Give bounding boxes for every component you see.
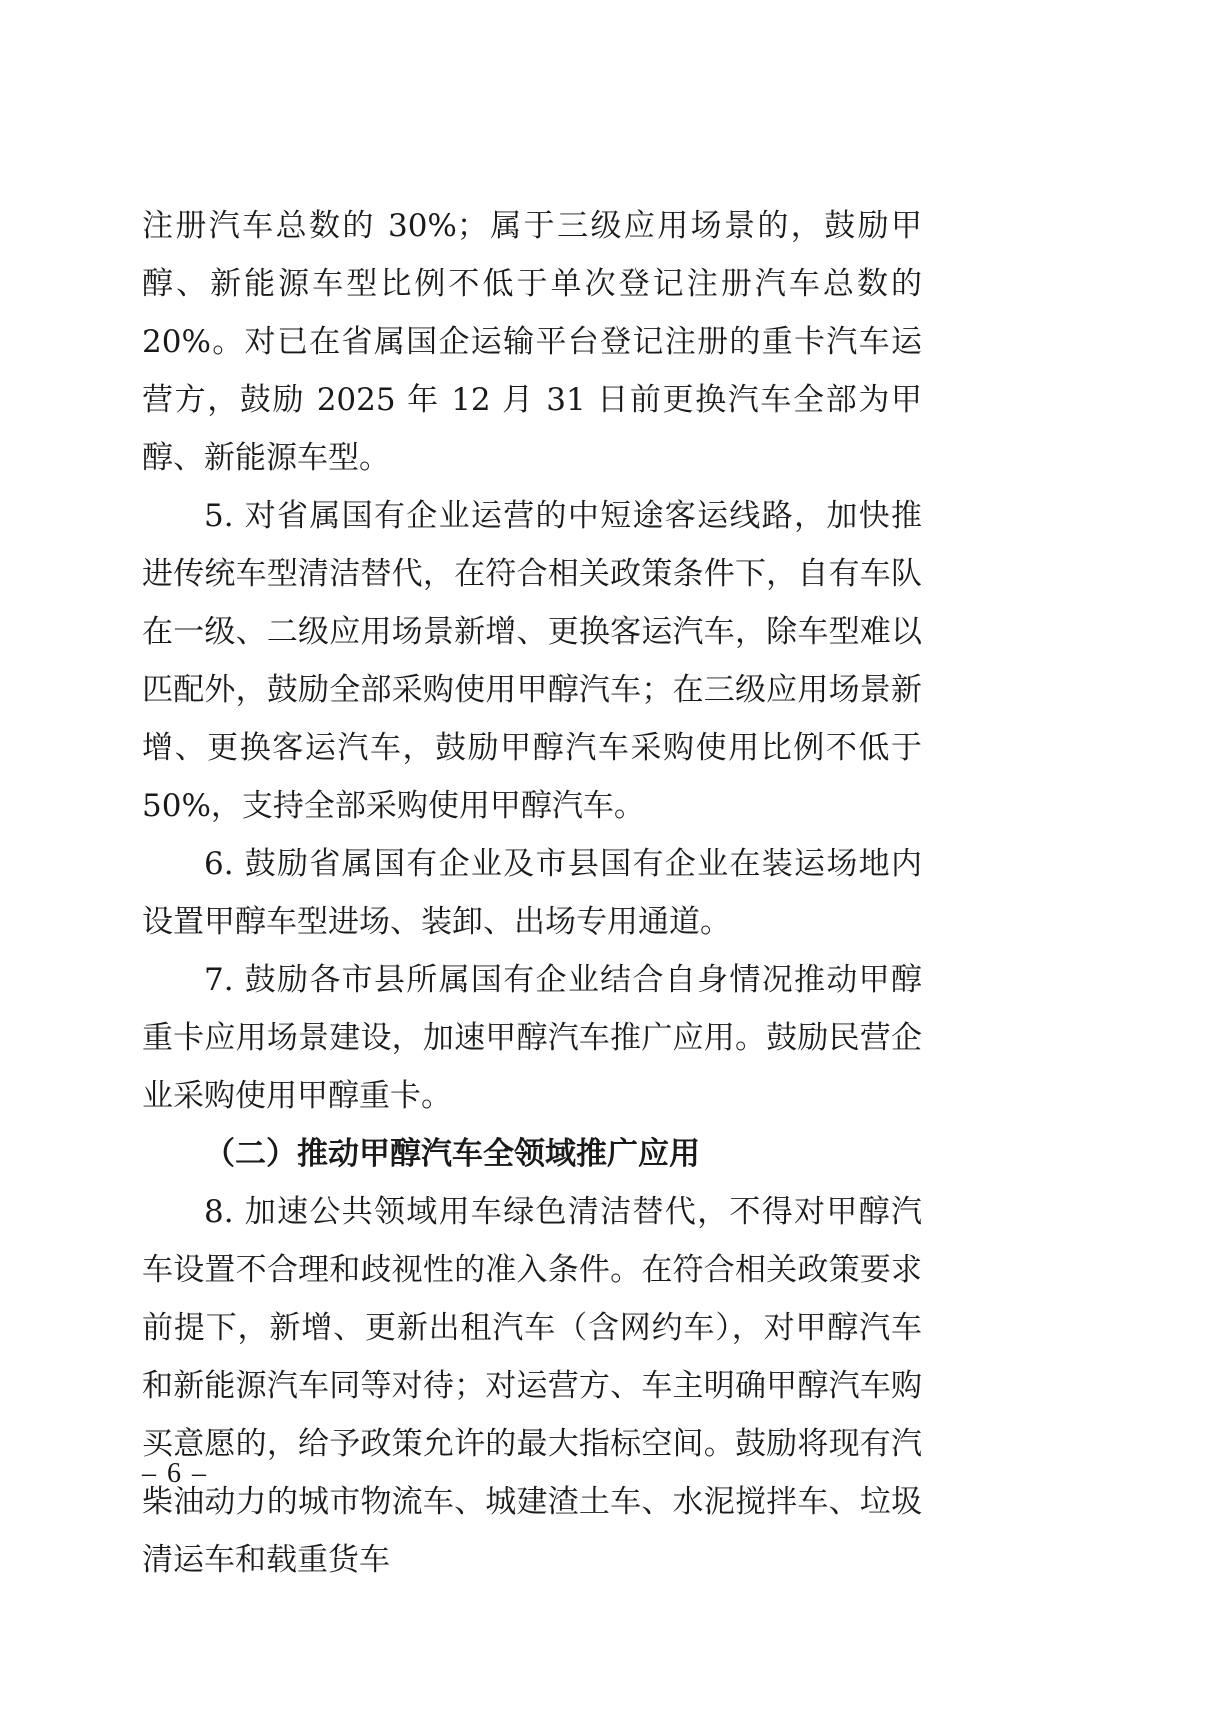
section-heading: （二）推动甲醇汽车全领域推广应用 bbox=[204, 1136, 700, 1172]
document-body bbox=[142, 197, 922, 1589]
page-number: – 6 – bbox=[142, 1458, 208, 1489]
paragraph-item-7: 7. 鼓励各市县所属国有企业结合自身情况推动甲醇重卡应用场景建设，加速甲醇汽车推广应用。鼓励民营企业采购使用甲醇重卡。 bbox=[142, 962, 922, 1114]
paragraph-item-8: 8. 加速公共领域用车绿色清洁替代，不得对甲醇汽车设置不合理和歧视性的准入条件。在符合相关政策要求前提下，新增、更新出租汽车（含网约车），对甲醇汽车和新能源汽车同等对待；对运营方、车主明确甲醇汽车购买意愿的，给予政策允许的最大指标空间。鼓励将现有汽柴油动力的城市物流车、城建渣土车、水泥搅拌车、垃圾清运车和载重货车 bbox=[142, 1194, 922, 1578]
paragraph-item-5: 5. 对省属国有企业运营的中短途客运线路，加快推进传统车型清洁替代，在符合相关政策条件下，自有车队在一级、二级应用场景新增、更换客运汽车，除车型难以匹配外，鼓励全部采购使用甲醇汽车；在三级应用场景新增、更换客运汽车，鼓励甲醇汽车采购使用比例不低于 50%，支持全部采购使用甲醇汽车。 bbox=[142, 498, 922, 824]
paragraph-continuation: 注册汽车总数的 30%；属于三级应用场景的，鼓励甲醇、新能源车型比例不低于单次登记注册汽车总数的 20%。对已在省属国企运输平台登记注册的重卡汽车运营方，鼓励 2025 年 12 月 31 日前更换汽车全部为甲醇、新能源车型。 bbox=[142, 208, 922, 476]
paragraph-item-6: 6. 鼓励省属国有企业及市县国有企业在装运场地内设置甲醇车型进场、装卸、出场专用通道。 bbox=[142, 846, 922, 940]
